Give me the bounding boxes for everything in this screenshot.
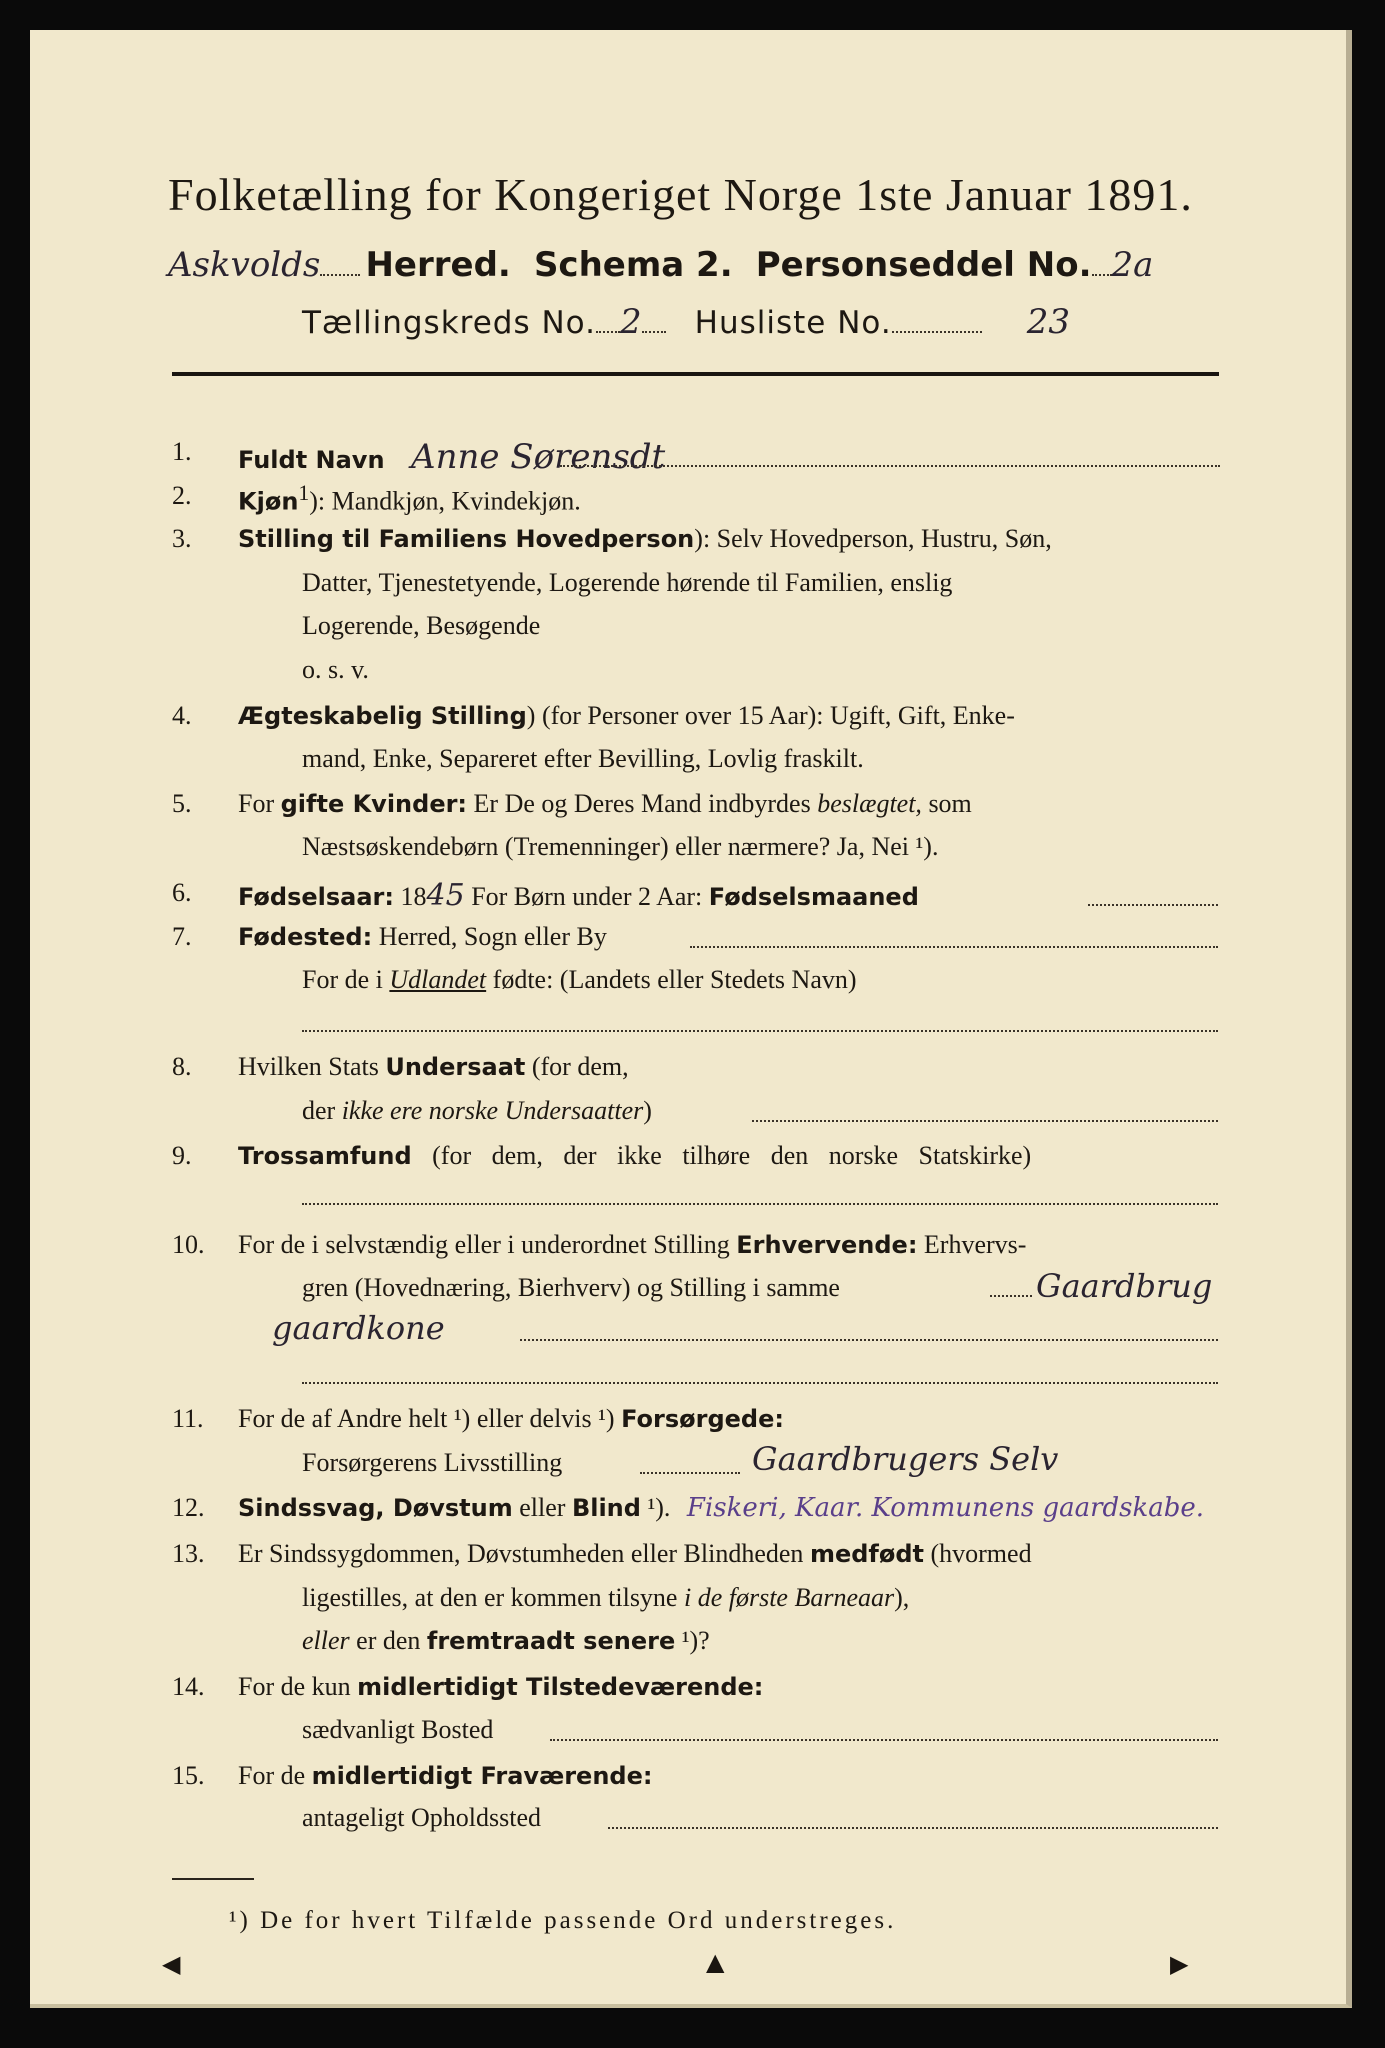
birth-year-value: 45 (426, 878, 465, 913)
item-text (238, 922, 607, 952)
dotted-leader (302, 1030, 1218, 1032)
item-body: mand, Enke, Separeret efter Bevilling, Lovlig fraskilt. (302, 744, 864, 773)
item-body: Forsørgerens Livsstilling (302, 1448, 563, 1477)
item-body: Næstsøskendebørn (Tremenninger) eller nærmere? Ja, Nei ¹). (302, 832, 939, 861)
registration-mark-icon: ▲ (706, 1948, 725, 1976)
dotted-leader (550, 1739, 1218, 1741)
item-body: ¹)? (675, 1626, 710, 1655)
item-number: 13. (172, 1539, 205, 1568)
item-number: 1. (172, 437, 192, 466)
dotted-leader (1088, 904, 1218, 906)
item-label: midlertidigt Tilstedeværende: (357, 1673, 764, 1701)
footnote-marker: 1 (298, 481, 310, 505)
dotted-leader (690, 946, 1218, 948)
dotted-leader (596, 330, 620, 333)
item-body: eller (512, 1493, 572, 1522)
item-body: Datter, Tjenestetyende, Logerende hørende til Familien, enslig (302, 568, 953, 597)
item-label: Kjøn (238, 487, 299, 516)
dotted-leader (640, 1472, 740, 1474)
item-label: Fødselsmaaned (708, 883, 919, 911)
item-number: 10. (172, 1230, 205, 1259)
item-body: (hvormed (923, 1539, 1032, 1568)
dotted-leader (642, 330, 666, 333)
item-body: For de af Andre helt ¹) eller delvis ¹) (238, 1404, 622, 1433)
item-body: ikke ere norske Undersaatter (341, 1096, 644, 1125)
footnote-rule (172, 1878, 254, 1880)
header-row-1 (168, 245, 1153, 285)
item-label: gifte Kvinder: (280, 790, 468, 818)
dotted-leader (990, 1295, 1032, 1297)
header-rule (172, 372, 1219, 376)
item-body: Logerende, Besøgende (302, 611, 541, 640)
personseddel-value: 2a (1111, 245, 1154, 285)
item-body: fødte: (Landets eller Stedets Navn) (486, 965, 857, 994)
item-body: For de (238, 1761, 312, 1790)
dotted-leader (320, 273, 360, 276)
item-number: 5. (172, 789, 192, 818)
item-body: i de første Barneaar (683, 1583, 895, 1612)
item-text (238, 1230, 1026, 1260)
item-label: medfødt (809, 1540, 924, 1568)
item-text (238, 1539, 1032, 1569)
item-label: Sindssvag, Døvstum (238, 1494, 513, 1522)
item-text (238, 1141, 1031, 1171)
full-name-value: Anne Sørensdt (411, 437, 666, 477)
item-body: ligestilles, at den er kommen tilsyne (302, 1583, 684, 1612)
item-body: Udlandet (389, 965, 487, 994)
item-body: der (302, 1096, 342, 1125)
item-body: For Børn under 2 Aar: (464, 882, 709, 911)
item-label: Trossamfund (238, 1142, 412, 1170)
item-number: 3. (172, 524, 192, 553)
item-number: 7. (172, 922, 192, 951)
dotted-leader (560, 465, 1220, 467)
item-text (238, 1672, 763, 1702)
herred-label: Herred. (365, 245, 511, 285)
item-body: Er De og Deres Mand indbyrdes (467, 789, 818, 818)
item-body: gren (Hovednæring, Bierhverv) og Stilling i samme (302, 1273, 840, 1302)
item-body: ): Selv Hovedperson, Hustru, Søn, (694, 524, 1052, 553)
dotted-leader (752, 1120, 1218, 1122)
dotted-leader (1092, 273, 1112, 276)
item-text (238, 481, 581, 517)
item-label: Undersaat (385, 1053, 526, 1081)
item-number: 11. (172, 1404, 204, 1433)
item-body: ) (for Personer over 15 Aar): Ugift, Gift, Enke- (526, 701, 1015, 730)
item-text (238, 1761, 652, 1791)
item-body: beslægtet, (817, 789, 922, 818)
header-row-2 (302, 302, 1070, 342)
item-label: Fuldt Navn (238, 446, 385, 474)
registration-mark-icon: ◀ (162, 1950, 181, 1978)
item-number: 12. (172, 1493, 205, 1522)
item-body: For de kun (238, 1672, 358, 1701)
item-label: Fødselsaar: (238, 883, 394, 911)
item-body: Er Sindssygdommen, Døvstumheden eller Blindheden (238, 1539, 810, 1568)
item-number: 6. (172, 878, 192, 907)
item-number: 4. (172, 701, 192, 730)
item-text (238, 1404, 784, 1434)
item-text (238, 1052, 629, 1082)
item-number: 15. (172, 1761, 205, 1790)
item-label: Ægteskabelig Stilling (238, 702, 527, 730)
dotted-leader (520, 1339, 1218, 1341)
disability-note-value: Fiskeri, Kaar. Kommunens gaardskabe. (686, 1493, 1205, 1523)
item-text (238, 1493, 1204, 1523)
dotted-leader (302, 1203, 1218, 1205)
dotted-leader (892, 330, 982, 333)
item-label: Fødested: (238, 923, 373, 951)
footnote: ¹) De for hvert Tilfælde passende Ord understreges. (229, 1907, 897, 1934)
item-body: sædvanligt Bosted (302, 1715, 494, 1744)
item-body: (for dem, der ikke tilhøre den norske Statskirke) (411, 1141, 1032, 1170)
dotted-leader (608, 1827, 1218, 1829)
item-text (238, 437, 665, 477)
item-label: Stilling til Familiens Hovedperson (238, 525, 695, 553)
item-text (238, 701, 1015, 731)
personseddel-label: Personseddel No. (755, 245, 1092, 285)
item-body: For de i (302, 965, 390, 994)
item-label: Erhvervende: (736, 1231, 918, 1259)
occupation-value: Gaardbrug (1036, 1267, 1213, 1305)
kreds-label: Tællingskreds No. (302, 305, 596, 341)
item-body: ) (643, 1096, 652, 1125)
husliste-label: Husliste No. (694, 305, 892, 341)
registration-mark-icon: ▶ (1170, 1950, 1189, 1978)
item-body (302, 1096, 652, 1126)
item-text (238, 524, 1052, 554)
provider-occupation-value: Gaardbrugers Selv (752, 1440, 1059, 1478)
item-body: Erhvervs- (917, 1230, 1027, 1259)
item-body: som (921, 789, 972, 818)
kreds-value: 2 (619, 302, 642, 342)
item-text (238, 878, 919, 913)
schema-label: Schema 2. (533, 245, 733, 285)
item-body: For de i selvstændig eller i underordnet Stilling (238, 1230, 737, 1259)
item-body: (for dem, (525, 1052, 629, 1081)
item-body: ), (894, 1583, 910, 1612)
item-body (302, 965, 857, 995)
item-body: ): Mandkjøn, Kvindekjøn. (309, 486, 581, 516)
item-label: Forsørgede: (621, 1405, 784, 1433)
item-body: antageligt Opholdssted (302, 1803, 542, 1832)
item-number: 14. (172, 1672, 205, 1701)
form-title: Folketælling for Kongeriget Norge 1ste Januar 1891. (168, 169, 1193, 220)
item-body: eller (302, 1626, 350, 1655)
item-label: fremtraadt senere (426, 1627, 676, 1655)
item-number: 9. (172, 1141, 192, 1170)
husliste-value: 23 (1026, 302, 1071, 342)
dotted-leader (302, 1382, 1218, 1384)
item-label: Blind (571, 1494, 641, 1522)
item-label: midlertidigt Fraværende: (311, 1762, 653, 1790)
item-body (302, 1626, 710, 1656)
item-number: 2. (172, 481, 192, 510)
item-body: For (238, 789, 281, 818)
item-body: Herred, Sogn eller By (372, 922, 607, 951)
occupation-value-continued: gaardkone (272, 1309, 445, 1347)
item-body: Hvilken Stats (238, 1052, 386, 1081)
herred-value: Askvolds (168, 245, 321, 285)
item-body: 18 (394, 882, 427, 911)
item-body (302, 1583, 909, 1613)
item-number: 8. (172, 1052, 192, 1081)
item-body: ¹). (640, 1493, 671, 1522)
item-body: o. s. v. (302, 655, 369, 684)
item-body: er den (349, 1626, 427, 1655)
item-text (238, 789, 972, 819)
